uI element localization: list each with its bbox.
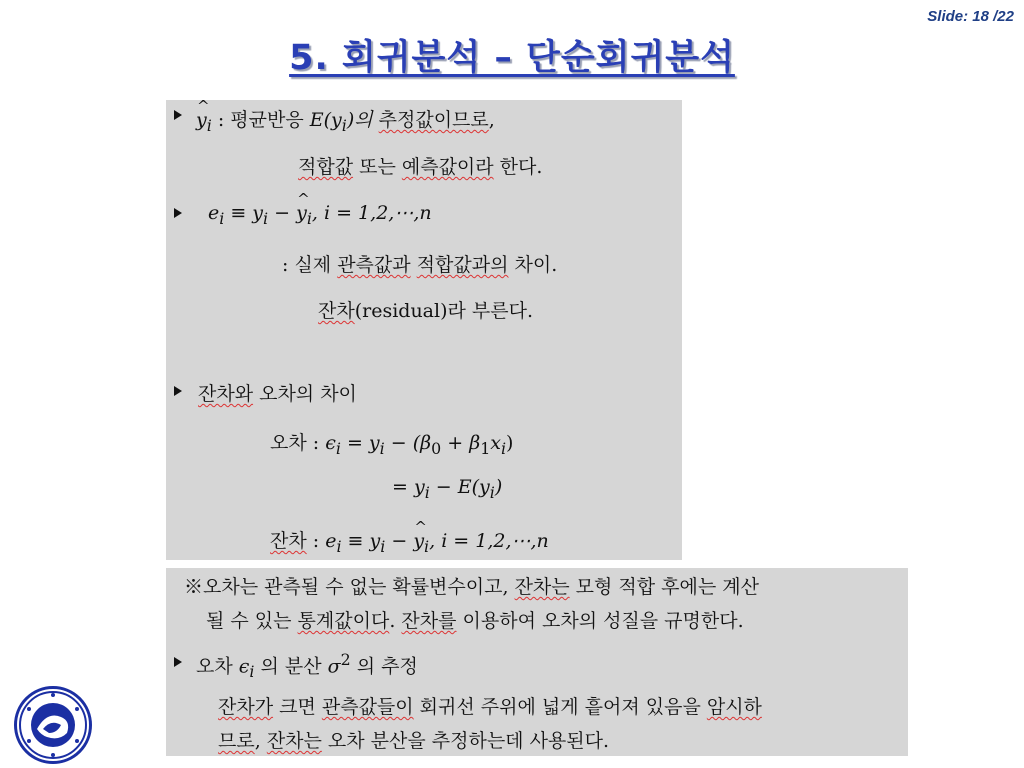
variance-explanation-1: 잔차가 크면 관측값들이 회귀선 주위에 넓게 흩어져 있음을 암시하 — [218, 696, 762, 718]
bullet-icon — [174, 386, 182, 396]
residual-definition: $e_i \equiv y_i$ − ^ $y_i$, i = 1,2,⋯,n — [208, 202, 432, 228]
note-panel — [166, 568, 908, 756]
variance-estimation-heading: 오차 $\epsilon_i$ 의 분산 $\sigma^2$ 의 추정 — [196, 650, 418, 682]
fitted-value-line: ^ $y_i$ : 평균반응 $E(y_i)$의 추정값이므로, — [196, 105, 495, 135]
residual-meaning: : 실제 관측값과 적합값과의 차이. — [282, 254, 558, 276]
note-line-1: ※오차는 관측될 수 없는 확률변수이고, 잔차는 모형 적합 후에는 계산 — [184, 576, 759, 598]
university-seal-icon — [14, 686, 92, 764]
residual-equation: 잔차 : $e_i \equiv y_i$ − ^ $y_i$, i = 1,2,⋯,n — [270, 526, 549, 556]
note-line-2: 될 수 있는 통계값이다. 잔차를 이용하여 오차의 성질을 규명한다. — [206, 610, 744, 632]
definition-panel — [166, 100, 682, 560]
bullet-icon — [174, 110, 182, 120]
variance-explanation-2: 므로, 잔차는 오차 분산을 추정하는데 사용된다. — [218, 730, 610, 752]
slide-number: Slide: 18 /22 — [927, 8, 1014, 25]
error-equation: 오차 : $\epsilon_i = y_i - (\beta_0 + \beta_1x_i)$ — [270, 432, 514, 458]
fitted-value-line-2: 적합값 또는 예측값이라 한다. — [298, 156, 543, 178]
residual-name: 잔차(residual)라 부른다. — [318, 300, 533, 322]
slide-title: 5. 회귀분석 – 단순회귀분석 — [289, 38, 735, 78]
bullet-icon — [174, 208, 182, 218]
bullet-icon — [174, 657, 182, 667]
residual-vs-error-heading: 잔차와 오차의 차이 — [198, 383, 357, 405]
error-equation-2: = $y_i - E(y_i)$ — [392, 476, 503, 502]
y-hat-symbol: ^ $y_i$ — [196, 109, 212, 131]
